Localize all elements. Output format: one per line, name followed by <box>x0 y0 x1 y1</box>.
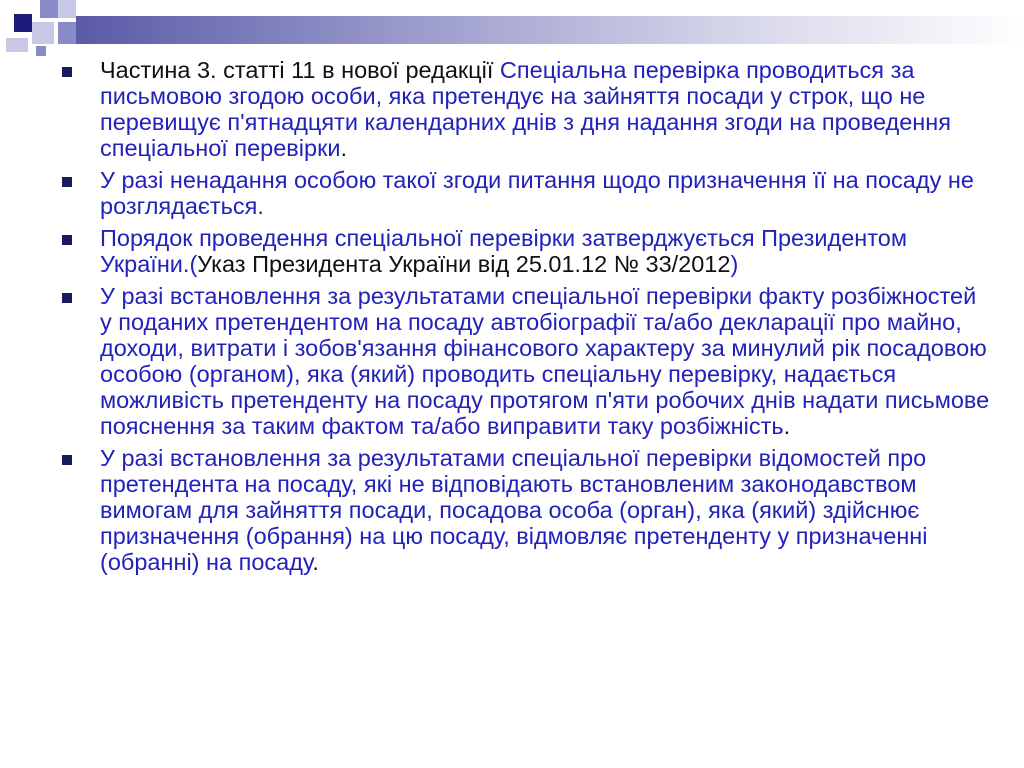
bullet-text <box>100 283 992 439</box>
bullet-text <box>100 167 992 219</box>
bullet-item <box>62 445 992 575</box>
decor-square-light <box>32 22 54 44</box>
slide-content <box>62 57 992 581</box>
text-segment: . <box>783 413 791 439</box>
decor-square-mid <box>40 0 58 18</box>
text-segment: Порядок проведення спеціальної перевірки затверджується Президентом України.( <box>100 225 907 277</box>
square-bullet-icon <box>62 235 72 245</box>
bullet-text <box>100 445 992 575</box>
bullet-item <box>62 225 992 277</box>
decor-square-dark <box>14 14 32 32</box>
text-segment: У разі встановлення за результатами спеціальної перевірки відомостей про претендента на посаду, які не відповідають встановленим законодавством вимогам для зайняття посади, посадова особа (орган), яка (який) здійснює призначення (обрання) на цю посаду, відмовляє претенденту у призначенні (обранні) на посаду <box>100 445 928 575</box>
square-bullet-icon <box>62 455 72 465</box>
text-segment: У разі ненадання особою такої згоди питання щодо призначення її на посаду не розглядається. <box>100 167 974 219</box>
bullet-item <box>62 167 992 219</box>
text-segment: Спеціальна перевірка проводиться за письмовою згодою особи, яка претендує на зайняття посади у строк, що не перевищує п'ятнадцяти календарних днів з дня надання згоди на проведення спеціальної перевірки <box>100 57 951 161</box>
decor-square-light <box>6 38 28 52</box>
header-gradient-band <box>76 16 1024 44</box>
text-segment: . <box>312 549 319 575</box>
text-segment: Частина 3. статті 11 в нової редакції <box>100 57 500 83</box>
decor-square-light <box>58 0 76 18</box>
decor-square-mid <box>58 22 76 44</box>
square-bullet-icon <box>62 67 72 77</box>
square-bullet-icon <box>62 177 72 187</box>
text-segment: . <box>340 135 348 161</box>
bullet-text <box>100 225 992 277</box>
text-segment: У разі встановлення за результатами спеціальної перевірки факту розбіжностей у поданих претендентом на посаду автобіографії та/або декларації про майно, доходи, витрати і зобов'язання фінансового характеру за минулий рік посадовою особою (органом), яка (який) проводить спеціальну перевірку, надається можливість претенденту на посаду протягом п'яти робочих днів надати письмове пояснення за таким фактом та/або виправити таку розбіжність <box>100 283 990 439</box>
bullet-text <box>100 57 992 161</box>
text-segment: Указ Президента України від 25.01.12 № 33/2012 <box>197 251 731 277</box>
decor-square-mid <box>36 46 46 56</box>
bullet-item <box>62 283 992 439</box>
square-bullet-icon <box>62 293 72 303</box>
bullet-item <box>62 57 992 161</box>
text-segment: ) <box>730 251 739 277</box>
